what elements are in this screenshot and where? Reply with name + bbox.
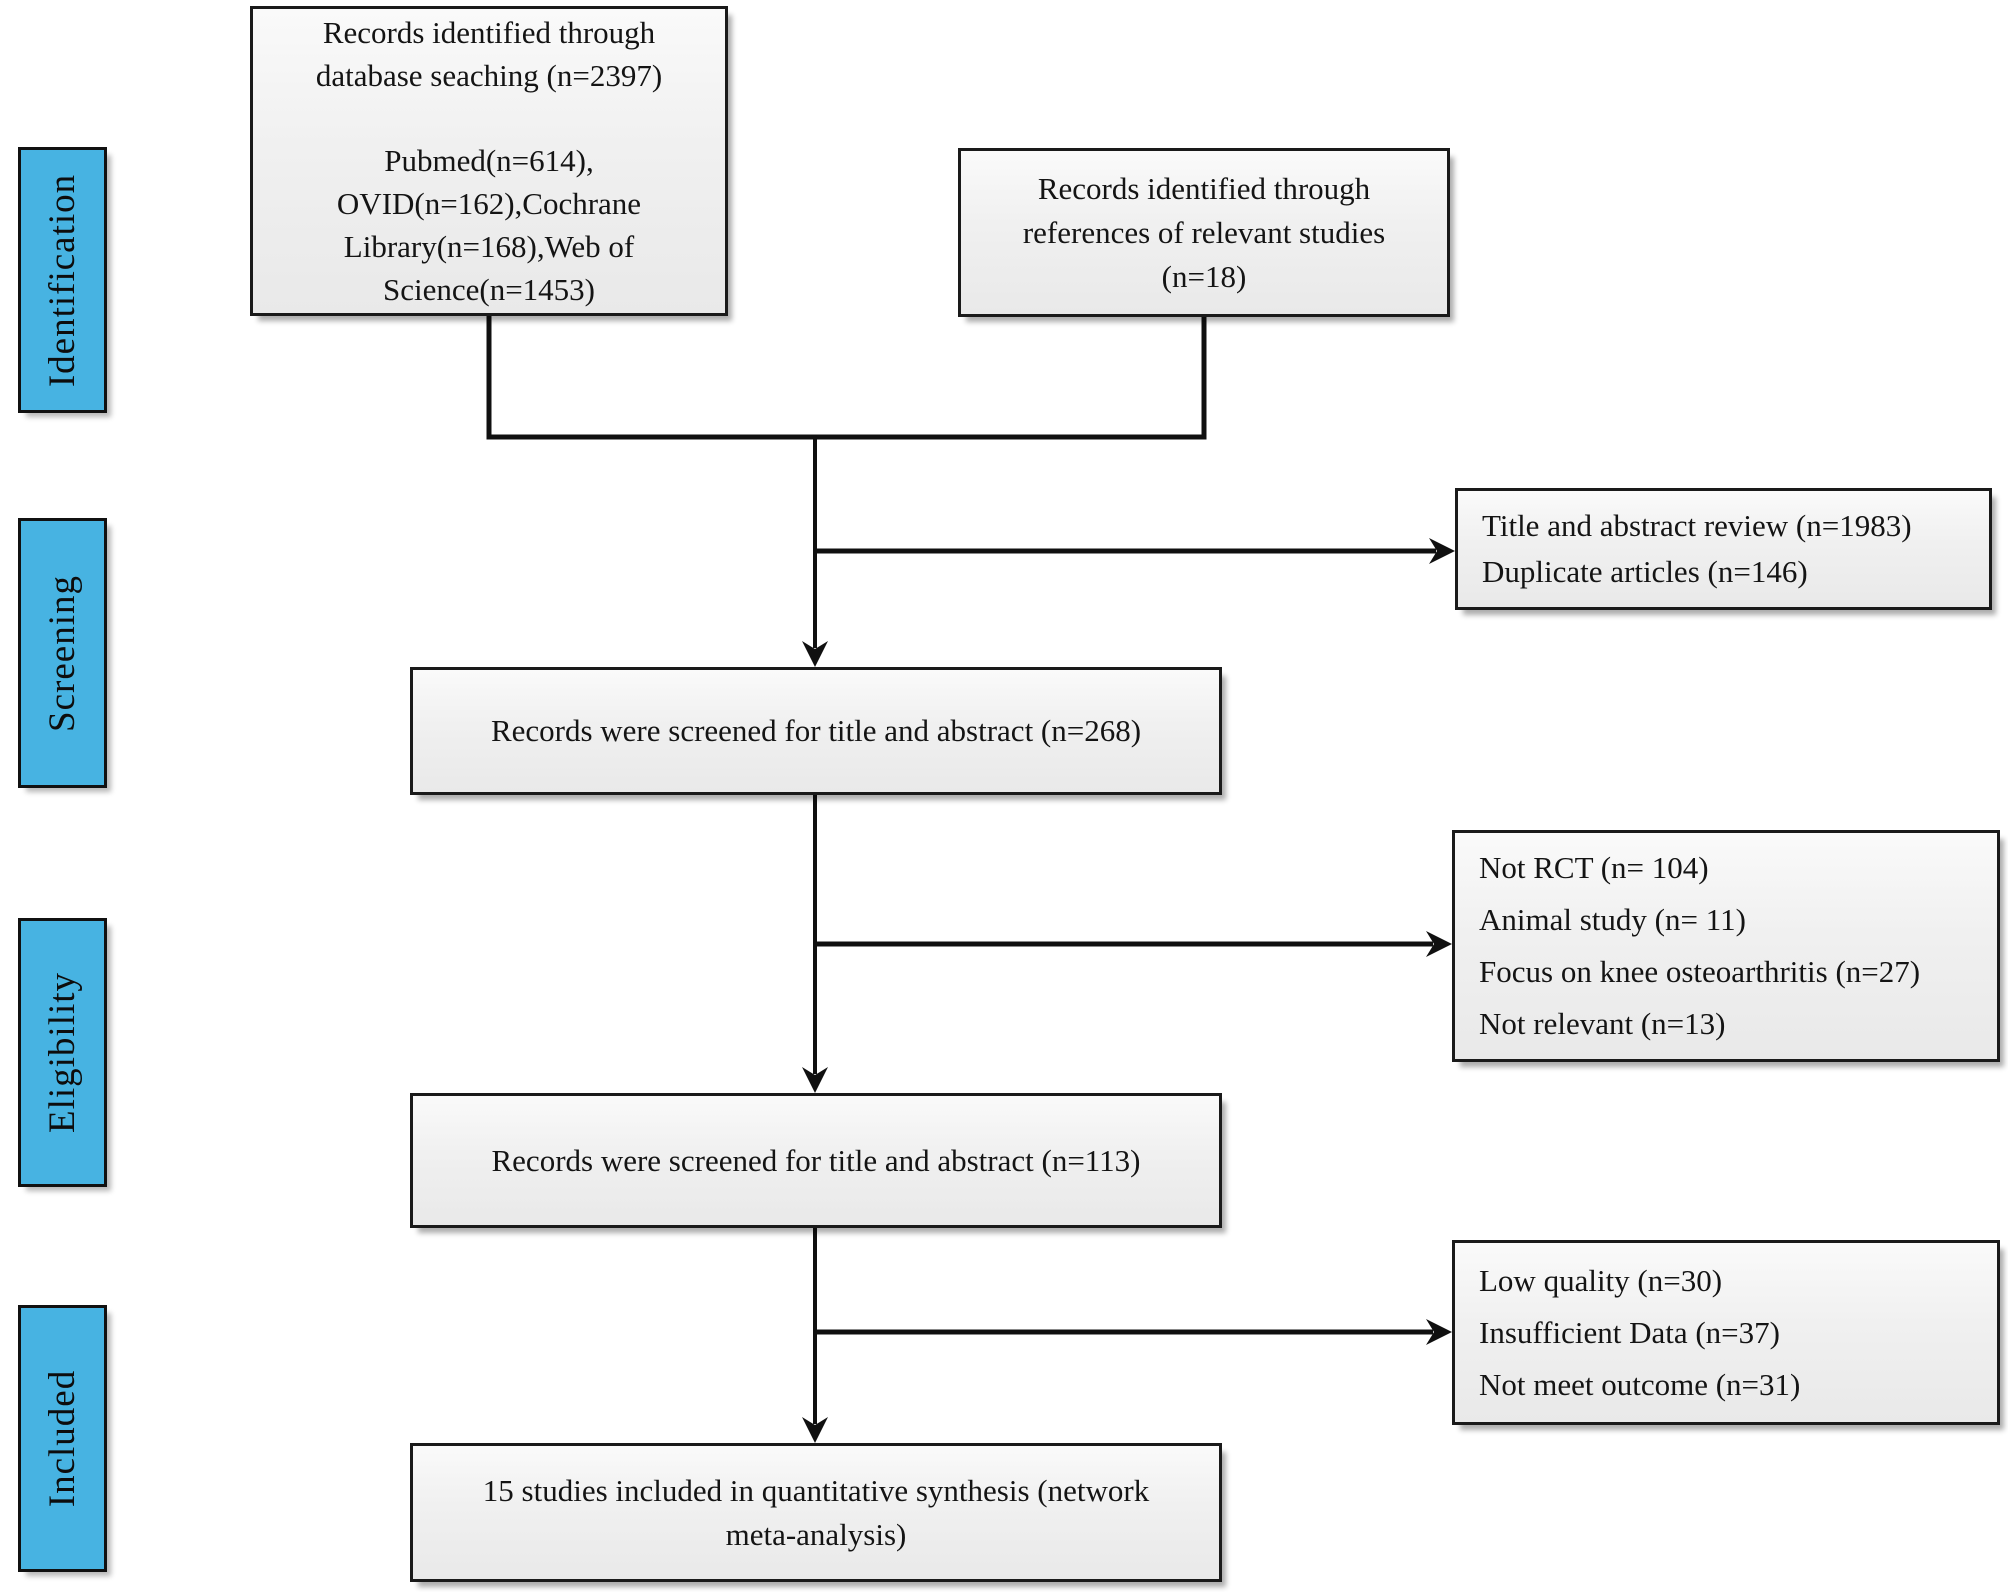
arrowhead-right-excluded-eligibility: [1426, 931, 1452, 957]
db-search-heading-line: database seaching (n=2397): [315, 58, 663, 93]
screened-113-text: Records were screened for title and abstract (n=113): [491, 1142, 1141, 1178]
arrowhead-right-excluded-quality: [1426, 1319, 1452, 1345]
stage-screening-label: Screening: [42, 574, 84, 732]
excluded-eligibility-line: Focus on knee osteoarthritis (n=27): [1479, 954, 1921, 989]
arrowhead-right-title-review: [1429, 538, 1455, 564]
stage-screening: [18, 518, 107, 788]
node-screened-268: [410, 667, 1222, 795]
node-references: [958, 148, 1450, 317]
title-abstract-review-line: Duplicate articles (n=146): [1482, 554, 1808, 589]
db-search-detail-line: OVID(n=162),Cochrane: [336, 186, 642, 221]
arrowhead-down-screened268: [802, 641, 828, 667]
excluded-quality-line: Insufficient Data (n=37): [1479, 1314, 1780, 1350]
stage-identification: [18, 147, 107, 413]
arrowhead-down-screened113: [802, 1067, 828, 1093]
node-included-final: [410, 1443, 1222, 1582]
node-screened-113: [410, 1093, 1222, 1228]
screened-268-text: Records were screened for title and abstract (n=268): [490, 713, 1142, 748]
excluded-eligibility-line: Not RCT (n= 104): [1479, 850, 1709, 885]
references-line: (n=18): [1161, 258, 1247, 294]
title-abstract-review-line: Title and abstract review (n=1983): [1482, 508, 1912, 543]
node-excluded-quality: [1452, 1240, 2000, 1425]
connector-merge-top: [489, 316, 1204, 437]
db-search-detail-line: Pubmed(n=614),: [384, 143, 594, 178]
excluded-eligibility-line: Animal study (n= 11): [1479, 902, 1746, 937]
db-search-heading-line: Records identified through: [322, 15, 656, 50]
db-search-detail-line: Science(n=1453): [382, 272, 596, 307]
stage-included: [18, 1305, 107, 1572]
stage-eligibility: [18, 918, 107, 1187]
references-line: Records identified through: [1037, 170, 1371, 206]
excluded-quality-line: Not meet outcome (n=31): [1479, 1366, 1801, 1402]
db-search-heading: [253, 11, 725, 97]
node-excluded-eligibility: [1452, 830, 2000, 1062]
stage-eligibility-label: Eligibility: [42, 971, 83, 1134]
stage-identification-label: Identification: [42, 173, 83, 387]
db-search-detail-line: Library(n=168),Web of: [343, 229, 635, 264]
db-search-detail: [253, 139, 725, 311]
excluded-quality-line: Low quality (n=30): [1479, 1262, 1723, 1298]
references-line: references of relevant studies: [1022, 214, 1386, 250]
node-db-search: [250, 6, 728, 316]
excluded-eligibility-line: Not relevant (n=13): [1479, 1006, 1726, 1041]
arrowhead-down-included: [802, 1417, 828, 1443]
node-title-abstract-review: [1455, 488, 1992, 610]
included-final-line: 15 studies included in quantitative synthesis (network: [482, 1472, 1150, 1508]
included-final-line: meta-analysis): [725, 1516, 907, 1552]
stage-included-label: Included: [42, 1369, 84, 1508]
